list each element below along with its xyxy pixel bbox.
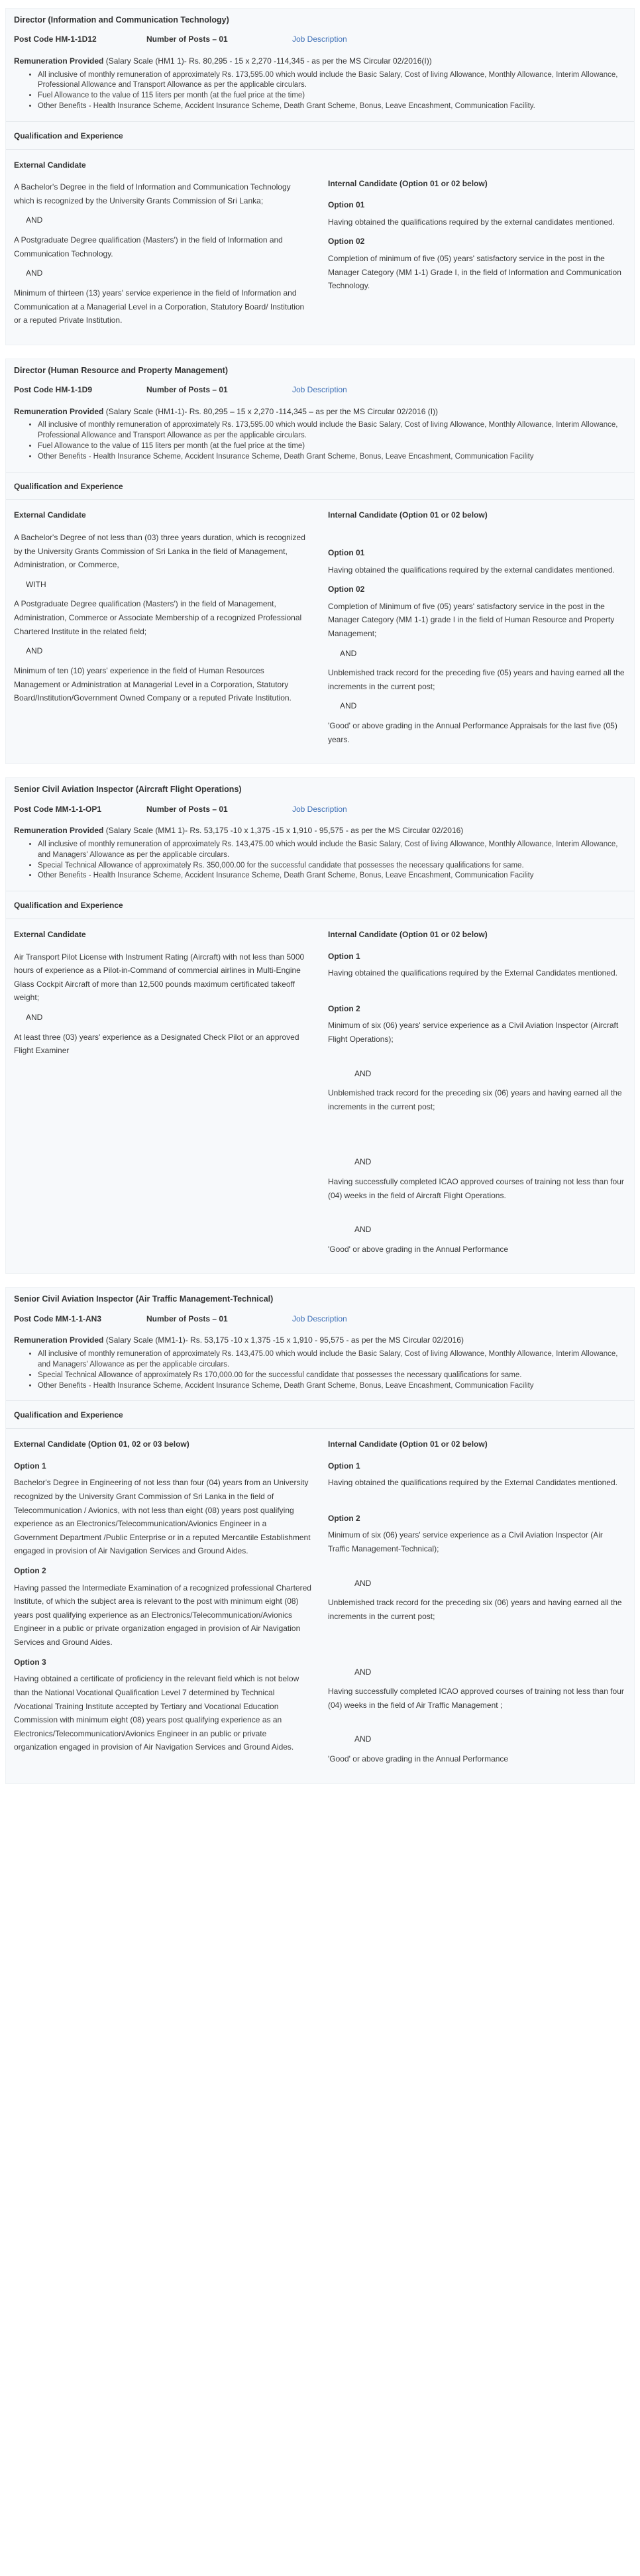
- internal-candidate-heading: Internal Candidate (Option 01 or 02 below): [328, 178, 488, 188]
- vacancy-listing: [0, 8, 640, 1811]
- remuneration-label: Remuneration Provided: [14, 56, 104, 66]
- job-title: Director (Human Resource and Property Management): [14, 365, 228, 375]
- salary-scale: (Salary Scale (HM1-1)- Rs. 80,295 – 15 x 2,270 -114,345 – as per the MS Circular 02/2016 (I)): [105, 406, 439, 416]
- qualification-columns: [6, 919, 634, 1274]
- requirement-text: Unblemished track record for the preceding five (05) years and having earned all the increments in the current post;: [328, 668, 625, 691]
- list-item: • Fuel Allowance to the value of 115 liters per month (at the fuel price at the time): [38, 441, 626, 452]
- conjunction: AND: [340, 701, 357, 711]
- job-title: Director (Information and Communication Technology): [14, 15, 229, 25]
- conjunction: WITH: [26, 579, 46, 589]
- job-header: [6, 778, 634, 891]
- option-label: Option 02: [328, 237, 365, 247]
- remuneration-list: [38, 420, 626, 462]
- external-candidate-heading: External Candidate: [14, 510, 86, 520]
- conjunction: AND: [354, 1157, 372, 1167]
- requirement-text: 'Good' or above grading in the Annual Performance: [328, 1244, 509, 1254]
- qualification-heading-section: [6, 1400, 634, 1428]
- job-title: Senior Civil Aviation Inspector (Air Traffic Management-Technical): [14, 1294, 274, 1304]
- internal-candidate-column: [320, 150, 634, 345]
- external-candidate-heading: External Candidate (Option 01, 02 or 03 below): [14, 1439, 189, 1449]
- qualification-columns: [6, 499, 634, 763]
- remuneration-heading: [14, 55, 626, 68]
- post-code: Post Code MM-1-1-AN3: [14, 1314, 102, 1323]
- job-description-link[interactable]: Job Description: [292, 34, 347, 44]
- internal-candidate-column: [320, 919, 634, 1274]
- post-code-row: [14, 1313, 626, 1325]
- option-label: Option 1: [328, 1461, 360, 1471]
- external-candidate-column: [6, 500, 320, 763]
- conjunction: AND: [354, 1578, 372, 1588]
- number-of-posts: Number of Posts – 01: [146, 804, 228, 814]
- list-item: • All inclusive of monthly remuneration of approximately Rs. 173,595.00 which would include the Basic Salary, Cost of living Allowance, Monthly Allowance, Interim Allowance, Professional Allowance and Transport Allowance as per the applicable circulars.: [38, 70, 626, 91]
- internal-candidate-heading: Internal Candidate (Option 01 or 02 below): [328, 929, 488, 939]
- external-candidate-column: [6, 150, 320, 345]
- qualification-title: Qualification and Experience: [14, 901, 123, 911]
- option-label: Option 2: [14, 1566, 46, 1575]
- requirement-text: Air Transport Pilot License with Instrument Rating (Aircraft) with not less than 5000 hours of experience as a Pilot-in-Command of commercial airlines in Multi-Engine Glass Cockpit Aircraft of more than 12,500 pounds maximum certificated takeoff weight;: [14, 952, 305, 1003]
- list-item: • Other Benefits - Health Insurance Scheme, Accident Insurance Scheme, Death Grant Scheme, Bonus, Leave Encashment, Communication Facility: [38, 452, 626, 463]
- requirement-text: A Bachelor's Degree in the field of Information and Communication Technology which is recognized by the University Grants Commission of Sri Lanka;: [14, 182, 291, 205]
- conjunction: AND: [354, 1068, 372, 1078]
- requirement-text: A Postgraduate Degree qualification (Masters') in the field of Information and Communication Technology.: [14, 235, 283, 258]
- list-item: • All inclusive of monthly remuneration of approximately Rs. 143,475.00 which would include the Basic Salary, Cost of living Allowance, Monthly Allowance, Interim Allowance, and Managers' Allowance as per the applicable circulars.: [38, 840, 626, 861]
- requirement-text: Bachelor's Degree in Engineering of not less than four (04) years from an University recognized by the University Grant Commission of Sri Lanka in the field of Telecommunication / Avionics, with not less than eight (08) years post qualifying experience as an Electronics/Telecommunication/Avionics Engineer in a Government Department /Public Enterprise or in a reputed Mercantile Establishment engaged in provision of Air Navigation Services and Ground Aides.: [14, 1478, 311, 1556]
- requirement-text: 'Good' or above grading in the Annual Performance Appraisals for the last five (05) years.: [328, 721, 617, 744]
- job-description-link[interactable]: Job Description: [292, 1314, 347, 1323]
- external-candidate-heading: External Candidate: [14, 160, 86, 170]
- option-label: Option 1: [14, 1461, 46, 1471]
- requirement-text: Minimum of six (06) years' service experience as a Civil Aviation Inspector (Aircraft Flight Operations);: [328, 1021, 619, 1044]
- job-card: [5, 8, 635, 345]
- conjunction: AND: [26, 215, 43, 225]
- option-label: Option 01: [328, 547, 365, 557]
- qualification-columns: [6, 1428, 634, 1783]
- qualification-title: Qualification and Experience: [14, 131, 123, 140]
- external-candidate-column: [6, 1429, 320, 1783]
- qualification-columns: [6, 149, 634, 345]
- requirement-text: A Postgraduate Degree qualification (Masters') in the field of Management, Administration, Commerce or Associate Membership of a recognized Professional Chartered Institute in the related field;: [14, 599, 302, 636]
- remuneration-list: [38, 840, 626, 881]
- job-card: [5, 777, 635, 1274]
- post-code: Post Code HM-1-1D9: [14, 385, 93, 395]
- job-description-link[interactable]: Job Description: [292, 385, 347, 395]
- requirement-text: Minimum of ten (10) years' experience in the field of Human Resources Management or Administration at Managerial Level in a Corporation, Statutory Board/Institution/Government Owned Company or a reputed Private Institution.: [14, 665, 292, 703]
- internal-candidate-heading: Internal Candidate (Option 01 or 02 below): [328, 1439, 488, 1449]
- option-label: Option 2: [328, 1003, 360, 1013]
- requirement-text: Unblemished track record for the preceding six (06) years and having earned all the increments in the current post;: [328, 1088, 622, 1111]
- qualification-heading-section: [6, 891, 634, 919]
- job-header: [6, 1288, 634, 1400]
- qualification-heading-section: [6, 472, 634, 500]
- list-item: • Other Benefits - Health Insurance Scheme, Accident Insurance Scheme, Death Grant Scheme, Bonus, Leave Encashment, Communication Facility: [38, 871, 626, 881]
- post-code-row: [14, 384, 626, 396]
- requirement-text: Unblemished track record for the preceding six (06) years and having earned all the increments in the current post;: [328, 1598, 622, 1621]
- external-candidate-heading: External Candidate: [14, 929, 86, 939]
- post-code-row: [14, 33, 626, 46]
- requirement-text: Having obtained the qualifications required by the External Candidates mentioned.: [328, 968, 617, 978]
- conjunction: AND: [354, 1734, 372, 1744]
- requirement-text: Having obtained a certificate of proficiency in the relevant field which is not below than the National Vocational Qualification Level 7 determined by Technical /Vocational Training Institute accepted by Tertiary and Vocational Education Commission with minimum eight (08) years post qualifying experience as an Electronics/Telecommunication/Avionics Engineer in an public or private organization engaged in provision of Air Navigation Services and Ground Aides.: [14, 1674, 299, 1752]
- qualification-title: Qualification and Experience: [14, 481, 123, 491]
- number-of-posts: Number of Posts – 01: [146, 1314, 228, 1323]
- internal-candidate-heading: Internal Candidate (Option 01 or 02 below): [328, 510, 488, 520]
- job-description-link[interactable]: Job Description: [292, 804, 347, 814]
- qualification-heading-section: [6, 121, 634, 149]
- option-label: Option 02: [328, 585, 365, 594]
- conjunction: AND: [354, 1667, 372, 1677]
- internal-candidate-column: [320, 500, 634, 763]
- requirement-text: Having successfully completed ICAO approved courses of training not less than four (04) weeks in the field of Air Traffic Management ;: [328, 1687, 624, 1710]
- conjunction: AND: [26, 1013, 43, 1022]
- requirement-text: Minimum of six (06) years' service experience as a Civil Aviation Inspector (Air Traffic Management-Technical);: [328, 1530, 603, 1554]
- requirement-text: Completion of Minimum of five (05) years' satisfactory service in the post in the Manager Category (MM 1-1) grade I in the field of Human Resource and Property Management;: [328, 601, 615, 638]
- list-item: • Fuel Allowance to the value of 115 liters per month (at the fuel price at the time): [38, 91, 626, 101]
- number-of-posts: Number of Posts – 01: [146, 34, 228, 44]
- external-candidate-column: [6, 919, 320, 1274]
- job-card: [5, 1287, 635, 1783]
- list-item: • All inclusive of monthly remuneration of approximately Rs. 143,475.00 which would include the Basic Salary, Cost of living Allowance, Monthly Allowance, Interim Allowance, and Managers' Allowance as per the applicable circulars.: [38, 1349, 626, 1371]
- option-label: Option 2: [328, 1513, 360, 1523]
- requirement-text: Having obtained the qualifications required by the external candidates mentioned.: [328, 565, 615, 575]
- list-item: • Other Benefits - Health Insurance Scheme, Accident Insurance Scheme, Death Grant Scheme, Bonus, Leave Encashment, Communication Facility.: [38, 101, 626, 112]
- requirement-text: Completion of minimum of five (05) years' satisfactory service in the post in the Manager Category (MM 1-1) Grade I, in the field of Information and Communication Technology.: [328, 254, 621, 291]
- requirement-text: At least three (03) years' experience as a Designated Check Pilot or an approved Flight Examiner: [14, 1032, 299, 1056]
- conjunction: AND: [354, 1225, 372, 1235]
- option-label: Option 1: [328, 951, 360, 961]
- qualification-title: Qualification and Experience: [14, 1410, 123, 1420]
- requirement-text: Having passed the Intermediate Examination of a recognized professional Chartered Institute, of which the subject area is relevant to the post with minimum eight (08) years post qualifying experience as an Electronics/Telecommunication/Avionics Engineer in a public or private organization engaged in provision of Air Navigation Services and Ground Aides.: [14, 1583, 311, 1648]
- requirement-text: Having obtained the qualifications required by the external candidates mentioned.: [328, 217, 615, 227]
- remuneration-label: Remuneration Provided: [14, 406, 104, 416]
- salary-scale: (Salary Scale (MM1-1)- Rs. 53,175 -10 x 1,375 -15 x 1,910 - 95,575 - as per the MS Circular 02/2016): [105, 1335, 464, 1345]
- requirement-text: Having obtained the qualifications required by the External Candidates mentioned.: [328, 1478, 617, 1488]
- list-item: • Other Benefits - Health Insurance Scheme, Accident Insurance Scheme, Death Grant Scheme, Bonus, Leave Encashment, Communication Facility: [38, 1381, 626, 1392]
- salary-scale: (Salary Scale (MM1 1)- Rs. 53,175 -10 x 1,375 -15 x 1,910 - 95,575 - as per the MS Circular 02/2016): [105, 826, 464, 836]
- remuneration-list: [38, 70, 626, 112]
- requirement-text: 'Good' or above grading in the Annual Performance: [328, 1754, 509, 1764]
- salary-scale: (Salary Scale (HM1 1)- Rs. 80,295 - 15 x 2,270 -114,345 - as per the MS Circular 02/2016(I)): [105, 56, 432, 66]
- remuneration-label: Remuneration Provided: [14, 1335, 104, 1345]
- conjunction: AND: [26, 646, 43, 656]
- number-of-posts: Number of Posts – 01: [146, 385, 228, 395]
- requirement-text: Minimum of thirteen (13) years' service experience in the field of Information and Communication at a Managerial Level in a Corporation, Statutory Board/ Institution or a reputed Private Institution.: [14, 288, 305, 325]
- requirement-text: Having successfully completed ICAO approved courses of training not less than four (04) weeks in the field of Aircraft Flight Operations.: [328, 1177, 624, 1200]
- remuneration-heading: [14, 824, 626, 837]
- post-code: Post Code MM-1-1-OP1: [14, 804, 102, 814]
- job-header: [6, 359, 634, 472]
- post-code-row: [14, 803, 626, 816]
- remuneration-heading: [14, 406, 626, 418]
- remuneration-list: [38, 1349, 626, 1391]
- list-item: • Special Technical Allowance of approximately Rs 170,000.00 for the successful candidate that possesses the necessary qualifications for same.: [38, 1371, 626, 1381]
- list-item: • All inclusive of monthly remuneration of approximately Rs. 173,595.00 which would include the Basic Salary, Cost of living Allowance, Monthly Allowance, Interim Allowance, Professional Allowance and Transport Allowance as per the applicable circulars.: [38, 420, 626, 441]
- job-title: Senior Civil Aviation Inspector (Aircraft Flight Operations): [14, 785, 242, 795]
- list-item: • Special Technical Allowance of approximately Rs. 350,000.00 for the successful candidate that possesses the necessary qualifications for same.: [38, 861, 626, 871]
- option-label: Option 3: [14, 1657, 46, 1667]
- requirement-text: A Bachelor's Degree of not less than (03) three years duration, which is recognized by the University Grants Commission of Sri Lanka in the field of Management, Administration, or Commerce,: [14, 532, 305, 570]
- remuneration-label: Remuneration Provided: [14, 826, 104, 836]
- internal-candidate-column: [320, 1429, 634, 1783]
- post-code: Post Code HM-1-1D12: [14, 34, 97, 44]
- conjunction: AND: [340, 648, 357, 658]
- remuneration-heading: [14, 1334, 626, 1347]
- option-label: Option 01: [328, 200, 365, 210]
- job-header: [6, 9, 634, 121]
- conjunction: AND: [26, 268, 43, 278]
- job-card: [5, 359, 635, 765]
